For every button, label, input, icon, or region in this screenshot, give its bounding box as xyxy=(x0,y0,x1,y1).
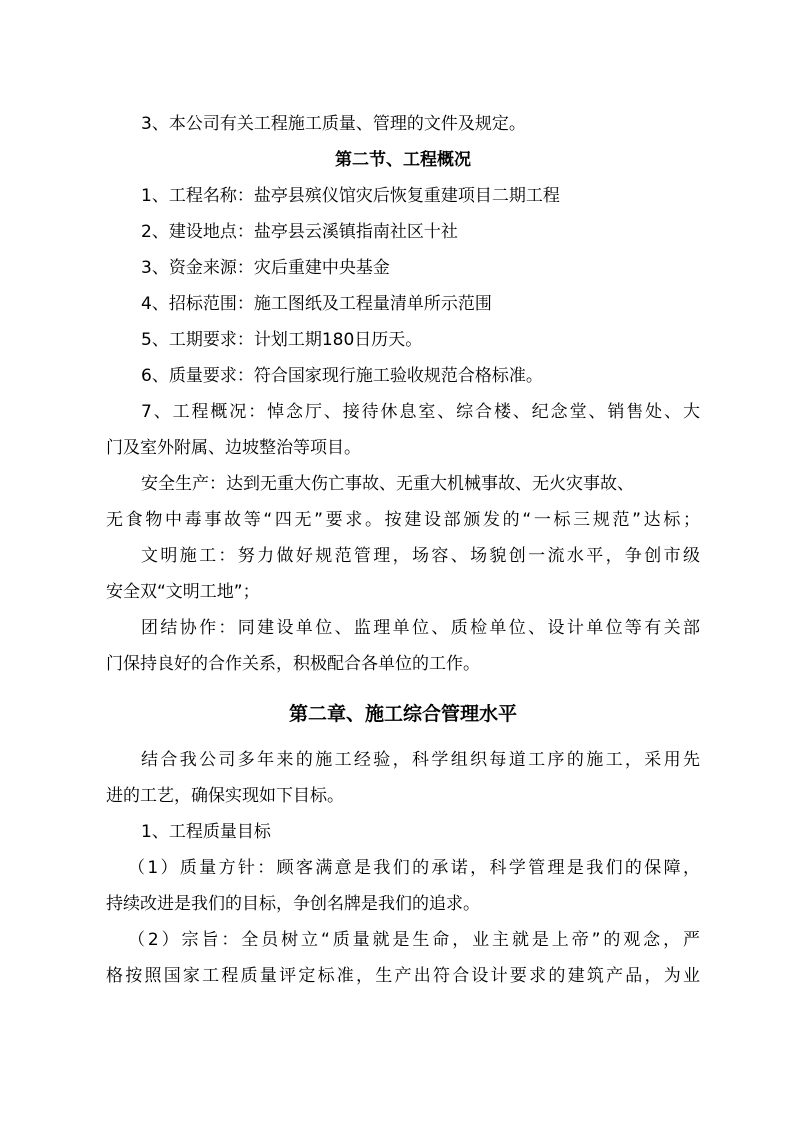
paragraph-line: 4、招标范围：施工图纸及工程量清单所示范围 xyxy=(141,294,492,314)
paragraph-line: 门及室外附属、边坡整治等项目。 xyxy=(106,438,361,458)
paragraph-line: 门保持良好的合作关系，积极配合各单位的工作。 xyxy=(106,654,480,674)
paragraph-line: 持续改进是我们的目标，争创名牌是我们的追求。 xyxy=(106,894,480,914)
paragraph-line: 5、工期要求：计划工期180日历天。 xyxy=(141,330,423,350)
section-heading: 第二节、工程概况 xyxy=(335,150,471,170)
paragraph-line: 3、资金来源：灾后重建中央基金 xyxy=(141,258,390,278)
paragraph-line: 进的工艺，确保实现如下目标。 xyxy=(106,786,344,806)
paragraph-line: 格按照国家工程质量评定标准，生产出符合设计要求的建筑产品，为业 xyxy=(106,966,700,986)
paragraph-line: 安全双“文明工地”； xyxy=(106,582,260,602)
paragraph-line: 7、工程概况：悼念厅、接待休息室、综合楼、纪念堂、销售处、大 xyxy=(141,402,700,422)
paragraph-line: 6、质量要求：符合国家现行施工验收规范合格标准。 xyxy=(141,366,543,386)
paragraph-line: 团结协作：同建设单位、监理单位、质检单位、设计单位等有关部 xyxy=(141,618,700,638)
paragraph-line: 3、本公司有关工程施工质量、管理的文件及规定。 xyxy=(141,114,526,134)
paragraph-line: 结合我公司多年来的施工经验，科学组织每道工序的施工，采用先 xyxy=(141,750,700,770)
paragraph-line: 1、工程名称：盐亭县殡仪馆灾后恢复重建项目二期工程 xyxy=(141,186,560,206)
chapter-heading: 第二章、施工综合管理水平 xyxy=(288,703,517,725)
paragraph-line: 1、工程质量目标 xyxy=(141,822,271,842)
paragraph-line: （1）质量方针：顾客满意是我们的承诺，科学管理是我们的保障， xyxy=(128,858,700,878)
paragraph-line: 安全生产：达到无重大伤亡事故、无重大机械事故、无火灾事故、 xyxy=(141,474,634,494)
paragraph-line: （2）宗旨：全员树立“质量就是生命，业主就是上帝”的观念，严 xyxy=(128,930,700,950)
paragraph-line: 2、建设地点：盐亭县云溪镇指南社区十社 xyxy=(141,222,458,242)
paragraph-line: 无食物中毒事故等“四无”要求。按建设部颁发的“一标三规范”达标； xyxy=(106,510,700,530)
paragraph-line: 文明施工：努力做好规范管理，场容、场貌创一流水平，争创市级 xyxy=(141,546,700,566)
